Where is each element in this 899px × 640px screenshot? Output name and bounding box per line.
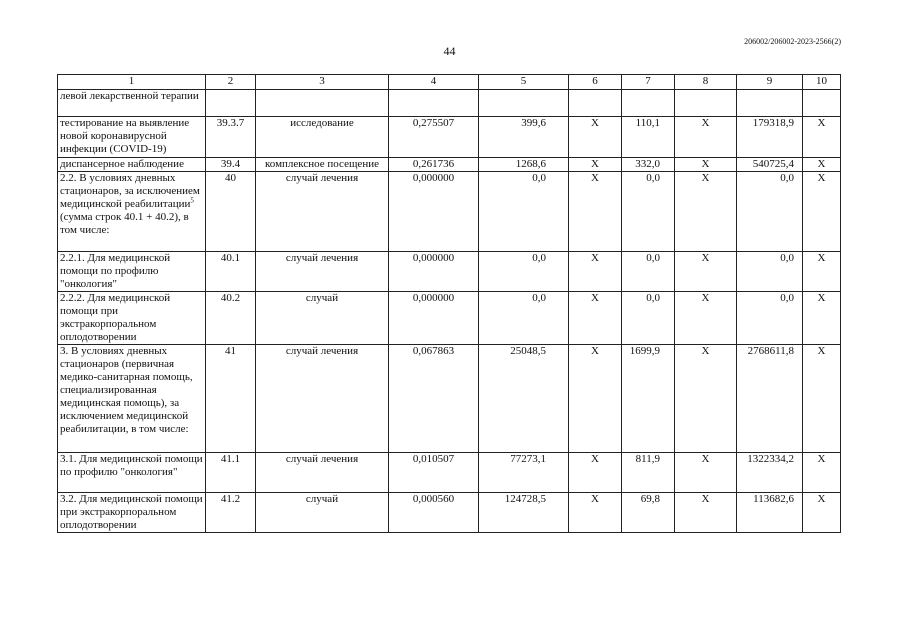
col8-cell: Х (675, 292, 737, 345)
col10-cell: Х (803, 117, 841, 158)
col10-cell (803, 90, 841, 117)
col7-cell: 0,0 (622, 252, 675, 292)
col9-cell: 0,0 (737, 172, 803, 252)
column-header: 10 (803, 75, 841, 90)
col7-cell: 0,0 (622, 172, 675, 252)
col6-cell: Х (569, 117, 622, 158)
row-name-cell: 3.1. Для медицинской помощи по профилю "онкология" (58, 453, 206, 493)
column-header: 4 (389, 75, 479, 90)
col8-cell: Х (675, 158, 737, 172)
col10-cell: Х (803, 453, 841, 493)
table-row (58, 345, 841, 453)
cost-cell: 124728,5 (479, 493, 569, 533)
code-cell: 40 (206, 172, 256, 252)
row-name-cell: 2.2.1. Для медицинской помощи по профилю "онкология" (58, 252, 206, 292)
code-cell: 41 (206, 345, 256, 453)
unit-cell: случай лечения (256, 172, 389, 252)
row-name-text: 2.2. В условиях дневных стационаров, за исключением медицинской реабилитации (60, 172, 200, 210)
row-name-cell: 3. В условиях дневных стационаров (первичная медико-санитарная помощь, специализированная медицинская помощь), за исключением медицинской реабилитации, в том числе: (58, 345, 206, 453)
col9-cell: 2768611,8 (737, 345, 803, 453)
column-header: 2 (206, 75, 256, 90)
col9-cell: 0,0 (737, 252, 803, 292)
column-header: 6 (569, 75, 622, 90)
col8-cell: Х (675, 117, 737, 158)
unit-cell: комплексное посещение (256, 158, 389, 172)
rate-cell (389, 90, 479, 117)
column-header: 5 (479, 75, 569, 90)
unit-cell: случай (256, 493, 389, 533)
table-row (58, 158, 841, 172)
col7-cell: 332,0 (622, 158, 675, 172)
column-header: 1 (58, 75, 206, 90)
table-row (58, 252, 841, 292)
cost-cell (479, 90, 569, 117)
col6-cell: Х (569, 345, 622, 453)
column-header: 3 (256, 75, 389, 90)
row-name-cell: тестирование на выявление новой коронавирусной инфекции (COVID-19) (58, 117, 206, 158)
code-cell (206, 90, 256, 117)
cost-cell: 1268,6 (479, 158, 569, 172)
col9-cell: 540725,4 (737, 158, 803, 172)
rate-cell: 0,261736 (389, 158, 479, 172)
col8-cell: Х (675, 453, 737, 493)
cost-cell: 25048,5 (479, 345, 569, 453)
row-name-text: (сумма строк 40.1 + 40.2), в том числе: (60, 211, 189, 236)
row-name-cell: 2.2.2. Для медицинской помощи при экстракорпоральном оплодотворении (58, 292, 206, 345)
data-table (57, 74, 841, 533)
rate-cell: 0,000000 (389, 252, 479, 292)
col9-cell: 0,0 (737, 292, 803, 345)
col9-cell: 1322334,2 (737, 453, 803, 493)
table-row (58, 90, 841, 117)
footnote-mark: 5 (190, 196, 194, 205)
col8-cell: Х (675, 493, 737, 533)
cost-cell: 399,6 (479, 117, 569, 158)
rate-cell: 0,275507 (389, 117, 479, 158)
table-row (58, 117, 841, 158)
col9-cell: 179318,9 (737, 117, 803, 158)
column-header: 7 (622, 75, 675, 90)
table-row (58, 453, 841, 493)
col6-cell (569, 90, 622, 117)
col10-cell: Х (803, 158, 841, 172)
col7-cell: 110,1 (622, 117, 675, 158)
table-row (58, 493, 841, 533)
cost-cell: 0,0 (479, 252, 569, 292)
col9-cell (737, 90, 803, 117)
col7-cell (622, 90, 675, 117)
table-row (58, 292, 841, 345)
col8-cell: Х (675, 172, 737, 252)
col10-cell: Х (803, 493, 841, 533)
col6-cell: Х (569, 453, 622, 493)
code-cell: 40.2 (206, 292, 256, 345)
row-name-cell: диспансерное наблюдение (58, 158, 206, 172)
row-name-cell: левой лекарственной терапии (58, 90, 206, 117)
col10-cell: Х (803, 345, 841, 453)
code-cell: 41.1 (206, 453, 256, 493)
col8-cell: Х (675, 252, 737, 292)
col8-cell (675, 90, 737, 117)
col6-cell: Х (569, 493, 622, 533)
col8-cell: Х (675, 345, 737, 453)
table-row (58, 172, 841, 252)
col10-cell: Х (803, 172, 841, 252)
unit-cell: случай лечения (256, 345, 389, 453)
code-cell: 39.3.7 (206, 117, 256, 158)
unit-cell: случай (256, 292, 389, 345)
table-header-row (58, 75, 841, 90)
unit-cell: случай лечения (256, 453, 389, 493)
col10-cell: Х (803, 252, 841, 292)
page-number: 44 (443, 44, 456, 58)
rate-cell: 0,000000 (389, 292, 479, 345)
document-id: 206002/206002-2023-2566(2) (744, 37, 841, 46)
col10-cell: Х (803, 292, 841, 345)
rate-cell: 0,067863 (389, 345, 479, 453)
unit-cell: случай лечения (256, 252, 389, 292)
col7-cell: 0,0 (622, 292, 675, 345)
unit-cell (256, 90, 389, 117)
rate-cell: 0,000000 (389, 172, 479, 252)
col7-cell: 811,9 (622, 453, 675, 493)
unit-cell: исследование (256, 117, 389, 158)
cost-cell: 0,0 (479, 172, 569, 252)
col7-cell: 1699,9 (622, 345, 675, 453)
column-header: 8 (675, 75, 737, 90)
code-cell: 39.4 (206, 158, 256, 172)
cost-cell: 77273,1 (479, 453, 569, 493)
row-name-cell: 3.2. Для медицинской помощи при экстракорпоральном оплодотворении (58, 493, 206, 533)
col6-cell: Х (569, 292, 622, 345)
code-cell: 40.1 (206, 252, 256, 292)
rate-cell: 0,000560 (389, 493, 479, 533)
row-name-cell (58, 172, 206, 252)
col6-cell: Х (569, 172, 622, 252)
code-cell: 41.2 (206, 493, 256, 533)
col7-cell: 69,8 (622, 493, 675, 533)
col9-cell: 113682,6 (737, 493, 803, 533)
rate-cell: 0,010507 (389, 453, 479, 493)
cost-cell: 0,0 (479, 292, 569, 345)
col6-cell: Х (569, 252, 622, 292)
col6-cell: Х (569, 158, 622, 172)
column-header: 9 (737, 75, 803, 90)
